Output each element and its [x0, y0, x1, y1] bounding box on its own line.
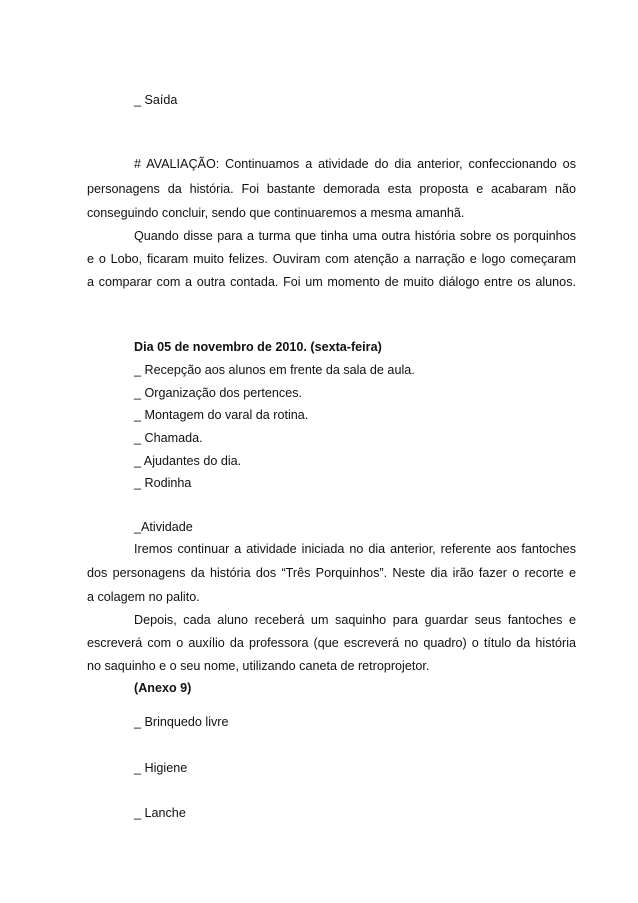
- atividade-line-4: Depois, cada aluno receberá um saquinho para guardar seus fantoches e: [134, 613, 576, 627]
- avaliacao-line-1: # AVALIAÇÃO: Continuamos a atividade do dia anterior, confeccionando os: [134, 157, 576, 171]
- routine-item: _ Chamada.: [134, 431, 203, 445]
- atividade-line-5: escreverá com o auxílio da professora (que escreverá no quadro) o título da história: [87, 636, 576, 650]
- routine-item: _ Recepção aos alunos em frente da sala de aula.: [134, 363, 415, 377]
- routine-item: _ Montagem do varal da rotina.: [134, 408, 309, 422]
- routine-item: _ Ajudantes do dia.: [134, 454, 242, 468]
- brinquedo-item: _ Brinquedo livre: [134, 715, 229, 729]
- avaliacao-line-2: personagens da história. Foi bastante demorada esta proposta e acabaram não: [87, 182, 576, 196]
- anexo-reference: (Anexo 9): [134, 681, 192, 695]
- avaliacao-line-5: e o Lobo, ficaram muito felizes. Ouviram com atenção a narração e logo começaram: [87, 252, 576, 266]
- routine-item: _ Rodinha: [134, 476, 192, 490]
- atividade-line-3: a colagem no palito.: [87, 590, 200, 604]
- atividade-label: _Atividade: [134, 520, 193, 534]
- atividade-line-6: no saquinho e o seu nome, utilizando caneta de retroprojetor.: [87, 659, 430, 673]
- lanche-item: _ Lanche: [134, 806, 186, 820]
- higiene-item: _ Higiene: [134, 761, 188, 775]
- avaliacao-line-3: conseguindo concluir, sendo que continuaremos a mesma amanhã.: [87, 206, 465, 220]
- atividade-line-2: dos personagens da história dos “Três Porquinhos”. Neste dia irão fazer o recorte e: [87, 566, 576, 580]
- atividade-line-1: Iremos continuar a atividade iniciada no dia anterior, referente aos fantoches: [134, 542, 576, 556]
- day-heading: Dia 05 de novembro de 2010. (sexta-feira): [134, 340, 382, 354]
- saida-item: _ Saída: [134, 93, 178, 107]
- routine-item: _ Organização dos pertences.: [134, 386, 303, 400]
- avaliacao-line-4: Quando disse para a turma que tinha uma outra história sobre os porquinhos: [134, 229, 576, 243]
- avaliacao-line-6: a comparar com a outra contada. Foi um momento de muito diálogo entre os alunos.: [87, 275, 576, 289]
